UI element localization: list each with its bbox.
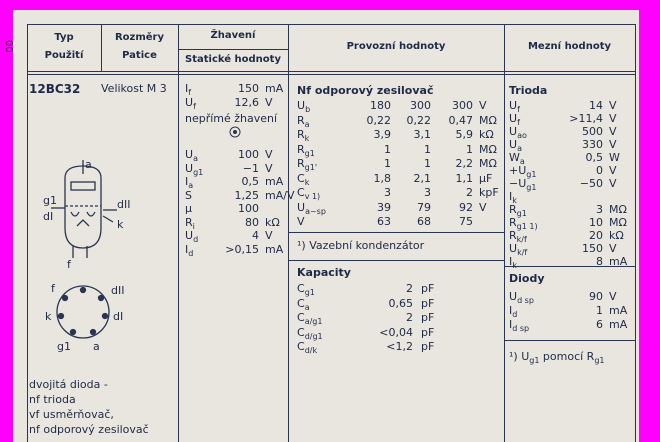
op-unit-4: MΩ	[479, 157, 497, 170]
tri-4-sub: a	[519, 157, 525, 167]
op-6-sub: v 1)	[304, 192, 321, 202]
op-v2-0: 300	[410, 99, 431, 112]
op-3	[297, 143, 315, 158]
static-val-1: −1	[242, 161, 259, 175]
static-2-sym: I	[185, 175, 189, 188]
heater-0-sym: I	[185, 82, 189, 95]
dio-1-sym: I	[509, 304, 513, 317]
limits-footnote-sub2: g1	[594, 356, 605, 366]
tube-diagram	[21, 160, 151, 360]
dio-unit-2: mA	[609, 318, 628, 331]
cap-4-sym: C	[297, 340, 305, 353]
limits-footnote	[509, 350, 605, 365]
op-3-sub: g1	[304, 148, 315, 158]
tri-val-6: −50	[579, 177, 603, 190]
limits-footnote-pre: ¹) U	[509, 350, 530, 363]
tube-type: 12BC32	[29, 82, 81, 96]
cap-val-4: <1,2	[386, 340, 413, 353]
op-v3-1: 0,47	[448, 113, 473, 127]
rule-h-zhaveni	[178, 49, 288, 50]
base-d2: dII	[111, 284, 125, 297]
op-v2-3: 1	[424, 142, 431, 156]
tri-val-3: 330	[582, 138, 603, 151]
tri-3-sub: a	[517, 144, 522, 154]
static-0-sub: a	[193, 154, 198, 164]
op-v2-1: 0,22	[406, 113, 431, 127]
base-icon	[229, 126, 241, 138]
op-6-sym: C	[297, 186, 305, 199]
rule-h-limitfoot	[504, 340, 635, 341]
cap-2-sub: a/g1	[304, 317, 323, 327]
use-1: dvojitá dioda -	[29, 378, 108, 391]
cap-val-0: 2	[406, 282, 413, 295]
op-unit-2: kΩ	[479, 128, 494, 141]
use-3: vf usměrňovač,	[29, 408, 114, 421]
cap-1	[297, 297, 310, 312]
op-unit-0: V	[479, 99, 487, 112]
tri-val-8: 3	[596, 203, 603, 216]
op-7-sub: a~sp	[305, 206, 326, 216]
rule-v2	[178, 24, 179, 442]
tri-4-sym: W	[509, 151, 520, 164]
dio-1-sub: d	[512, 310, 518, 320]
header-mezni: Mezní hodnoty	[527, 41, 612, 52]
heating-note: nepřímé žhavení	[185, 112, 278, 125]
tri-val-2: 500	[582, 125, 603, 138]
static-val-6: 4	[252, 229, 259, 242]
op-v2-5: 2,1	[413, 171, 431, 185]
diag-d1: dI	[43, 210, 54, 223]
op-v3-3: 1	[466, 142, 473, 156]
op-8-sym: V	[297, 215, 305, 228]
triode-title: Trioda	[509, 84, 548, 97]
static-0-sym: U	[185, 148, 194, 161]
tri-unit-4: W	[609, 151, 620, 164]
tri-10-sym: R	[509, 229, 517, 242]
heater-1	[185, 96, 196, 111]
rule-h-top	[27, 24, 635, 25]
op-unit-7: V	[479, 200, 487, 214]
header-zhaveni: Žhavení	[210, 30, 256, 41]
op-4-sub: g1'	[304, 163, 318, 173]
heater-val-1: 12,6	[234, 96, 259, 109]
limits-footnote-mid: pomocí R	[539, 350, 595, 363]
header-provozni: Provozní hodnoty	[346, 41, 446, 52]
tri-val-4: 0,5	[585, 151, 603, 164]
tri-7-sym: I	[509, 190, 513, 203]
diag-f: f	[67, 258, 71, 271]
rule-v3	[288, 24, 289, 442]
diag-g1: g1	[43, 194, 57, 207]
dio-val-0: 90	[589, 290, 603, 303]
tri-1-sub: f	[517, 118, 520, 128]
static-3-sym: S	[185, 188, 192, 202]
dio-0-sym: U	[509, 290, 518, 303]
static-7-sub: d	[188, 248, 194, 258]
static-val-2: 0,5	[241, 175, 259, 188]
dio-0-sub: d sp	[517, 296, 534, 306]
static-unit-5: kΩ	[265, 215, 280, 229]
op-unit-1: MΩ	[479, 113, 497, 127]
heater-unit-1: V	[265, 96, 273, 109]
op-2-sub: k	[304, 134, 310, 144]
heater-0-sub: f	[188, 88, 192, 98]
datasheet-page	[3, 10, 639, 442]
tri-11-sym: U	[509, 242, 518, 255]
tri-2-sub: ao	[517, 131, 527, 141]
tri-val-12: 8	[596, 255, 603, 268]
op-v3-4: 2,2	[455, 157, 473, 170]
page-marker: 00	[3, 40, 14, 53]
op-v1-8: 63	[377, 215, 391, 228]
base-a: a	[93, 340, 100, 353]
op-4	[297, 157, 317, 172]
rule-h-header2	[27, 74, 635, 75]
cap-1-sym: C	[297, 296, 305, 310]
op-2-sym: R	[297, 128, 305, 141]
static-val-3: 1,25	[234, 188, 259, 202]
tri-unit-12: mA	[609, 255, 628, 268]
cap-unit-4: pF	[421, 340, 435, 353]
op-v3-7: 92	[459, 200, 473, 214]
op-6	[297, 186, 320, 201]
static-7	[185, 243, 193, 258]
tri-12	[509, 255, 517, 270]
header-typ: Typ	[54, 32, 74, 43]
cap-0	[297, 282, 315, 297]
cap-0-sub: g1	[304, 288, 315, 298]
tri-8-sub: g1	[516, 209, 527, 219]
tri-6-sym: −U	[509, 177, 527, 190]
base-f: f	[51, 282, 55, 295]
op-unit-6: kpF	[479, 186, 499, 199]
op-unit-3: MΩ	[479, 142, 497, 156]
cap-0-sym: C	[297, 282, 305, 295]
static-val-5: 80	[245, 215, 259, 229]
dio-unit-0: V	[609, 290, 617, 303]
op-v3-2: 5,9	[455, 128, 473, 141]
dio-val-2: 6	[596, 318, 603, 331]
op-0-sym: U	[297, 99, 306, 112]
op-8	[297, 215, 305, 230]
static-4-sym: μ	[185, 202, 192, 215]
tube-size: Velikost M 3	[101, 82, 167, 95]
tri-0-sub: f	[517, 105, 520, 115]
op-v2-7: 79	[417, 200, 431, 214]
op-v3-8: 75	[459, 215, 473, 228]
dio-2-sub: d sp	[512, 324, 530, 334]
static-5-sym: R	[185, 215, 193, 229]
tri-unit-9: MΩ	[609, 216, 627, 229]
tri-11-sub: k/f	[517, 248, 528, 258]
op-1-sym: R	[297, 113, 305, 127]
op-v3-6: 2	[466, 186, 473, 199]
static-6-sub: d	[193, 235, 199, 245]
tri-val-1: >11,4	[569, 112, 603, 125]
tri-5-sub: g1	[526, 170, 537, 180]
static-6-sym: U	[185, 229, 194, 242]
tri-val-9: 10	[589, 216, 603, 229]
op-5	[297, 172, 309, 187]
use-4: nf odporový zesilovač	[29, 423, 149, 436]
operating-footnote: ¹) Vazební kondenzátor	[297, 239, 425, 252]
static-unit-6: V	[265, 229, 273, 242]
op-v2-2: 3,1	[413, 128, 431, 141]
header-patice: Patice	[122, 50, 157, 61]
static-unit-1: V	[265, 161, 273, 175]
static-1-sym: U	[185, 161, 194, 175]
cap-unit-2: pF	[421, 311, 435, 324]
op-v1-2: 3,9	[373, 128, 391, 141]
tri-val-11: 150	[582, 242, 603, 255]
tri-5-sym: +U	[509, 164, 527, 177]
tri-unit-8: MΩ	[609, 203, 627, 216]
static-2-sub: a	[188, 181, 194, 191]
tri-10-sub: k/f	[516, 235, 527, 245]
base-k: k	[45, 310, 52, 323]
tri-0-sym: U	[509, 99, 518, 112]
dio-2	[509, 318, 529, 333]
cap-unit-0: pF	[421, 282, 435, 295]
tri-6-sub: g1	[526, 183, 537, 193]
op-v1-5: 1,8	[373, 171, 391, 185]
static-unit-7: mA	[265, 242, 284, 256]
cap-4-sub: d/k	[304, 346, 318, 356]
cap-4	[297, 340, 317, 355]
op-5-sym: C	[297, 171, 305, 185]
diag-a: a	[85, 158, 92, 171]
tri-unit-6: V	[609, 177, 617, 190]
op-unit-5: μF	[479, 171, 493, 185]
op-v2-6: 3	[424, 186, 431, 199]
tri-unit-1: V	[609, 112, 617, 125]
base-g1: g1	[57, 340, 71, 353]
heater-unit-0: mA	[265, 82, 284, 95]
tri-unit-2: V	[609, 125, 617, 138]
heater-1-sym: U	[185, 96, 194, 109]
op-v2-4: 1	[424, 157, 431, 170]
operating-title: Nf odporový zesilovač	[297, 84, 434, 97]
tri-9-sub: g1 1)	[516, 222, 538, 232]
op-5-sub: k	[304, 177, 310, 187]
op-v1-6: 3	[384, 186, 391, 199]
op-v2-8: 68	[417, 215, 431, 228]
op-v1-4: 1	[384, 157, 391, 170]
op-v3-0: 300	[452, 99, 473, 112]
limits-footnote-sub1: g1	[529, 356, 540, 366]
cap-val-2: 2	[406, 311, 413, 324]
tri-unit-5: V	[609, 164, 617, 177]
heater-0	[185, 82, 191, 97]
static-unit-2: mA	[265, 175, 284, 188]
rule-h-footnote	[288, 232, 504, 233]
tri-7-sub: k	[512, 196, 517, 206]
op-3-sym: R	[297, 142, 305, 156]
cap-3-sym: C	[297, 325, 305, 339]
tri-8-sym: R	[509, 203, 517, 216]
rule-h-caps	[288, 260, 504, 261]
capacities-title: Kapacity	[297, 266, 351, 279]
cap-3	[297, 326, 323, 341]
rule-h-header	[27, 71, 635, 72]
static-unit-0: V	[265, 148, 273, 161]
tri-unit-3: V	[609, 138, 617, 151]
dio-unit-1: mA	[609, 304, 628, 317]
header-staticke: Statické hodnoty	[185, 54, 281, 65]
diode-title: Diody	[509, 272, 545, 285]
op-v1-0: 180	[370, 99, 391, 112]
tri-val-0: 14	[589, 99, 603, 112]
tri-12-sym: I	[509, 255, 513, 268]
op-v1-3: 1	[384, 142, 391, 156]
diag-k: k	[117, 218, 124, 231]
dio-val-1: 1	[596, 304, 603, 317]
tri-1-sym: U	[509, 112, 518, 125]
tri-9-sym: R	[509, 216, 517, 229]
static-val-0: 100	[238, 148, 259, 161]
op-1-sub: a	[304, 119, 310, 129]
tri-unit-10: kΩ	[609, 229, 624, 242]
static-1-sub: g1	[193, 167, 204, 177]
cap-val-1: 0,65	[388, 296, 413, 310]
tri-12-sub: k	[512, 261, 517, 271]
cap-2-sym: C	[297, 311, 305, 324]
dio-1	[509, 304, 517, 319]
tri-val-5: 0	[596, 164, 603, 177]
static-5-sub: i	[192, 221, 195, 231]
base-d1: dI	[113, 310, 124, 323]
dio-2-sym: I	[509, 318, 513, 331]
tri-unit-0: V	[609, 99, 617, 112]
header-rozmery: Rozměry	[114, 32, 165, 43]
op-4-sym: R	[297, 157, 305, 170]
heater-val-0: 150	[238, 82, 259, 95]
use-2: nf trioda	[29, 393, 76, 406]
rule-v4	[504, 24, 505, 442]
op-7	[297, 201, 326, 216]
header-pouziti: Použití	[44, 50, 84, 61]
tri-val-10: 20	[589, 229, 603, 242]
op-0	[297, 99, 310, 114]
dio-0	[509, 290, 534, 305]
op-2	[297, 128, 309, 143]
cap-1-sub: a	[304, 302, 310, 312]
op-v1-7: 39	[377, 200, 391, 214]
tri-3-sym: U	[509, 138, 518, 151]
tri-unit-11: V	[609, 242, 617, 255]
static-unit-3: mA/V	[265, 188, 295, 202]
op-v3-5: 1,1	[455, 171, 473, 185]
diag-d2: dII	[117, 198, 131, 211]
cap-3-sub: d/g1	[304, 331, 323, 341]
heater-1-sub: f	[193, 102, 196, 112]
static-7-sym: I	[185, 242, 189, 256]
cap-2	[297, 311, 322, 326]
op-v1-1: 0,22	[366, 113, 391, 127]
static-val-7: >0,15	[225, 242, 259, 256]
tri-2-sym: U	[509, 125, 518, 138]
cap-val-3: <0,04	[379, 325, 413, 339]
op-0-sub: b	[305, 105, 311, 115]
rule-v5	[635, 24, 636, 442]
cap-unit-1: pF	[421, 296, 435, 310]
cap-unit-3: pF	[421, 325, 435, 339]
op-7-sym: U	[297, 200, 306, 214]
op-1	[297, 114, 310, 129]
static-val-4: 100	[238, 202, 259, 215]
